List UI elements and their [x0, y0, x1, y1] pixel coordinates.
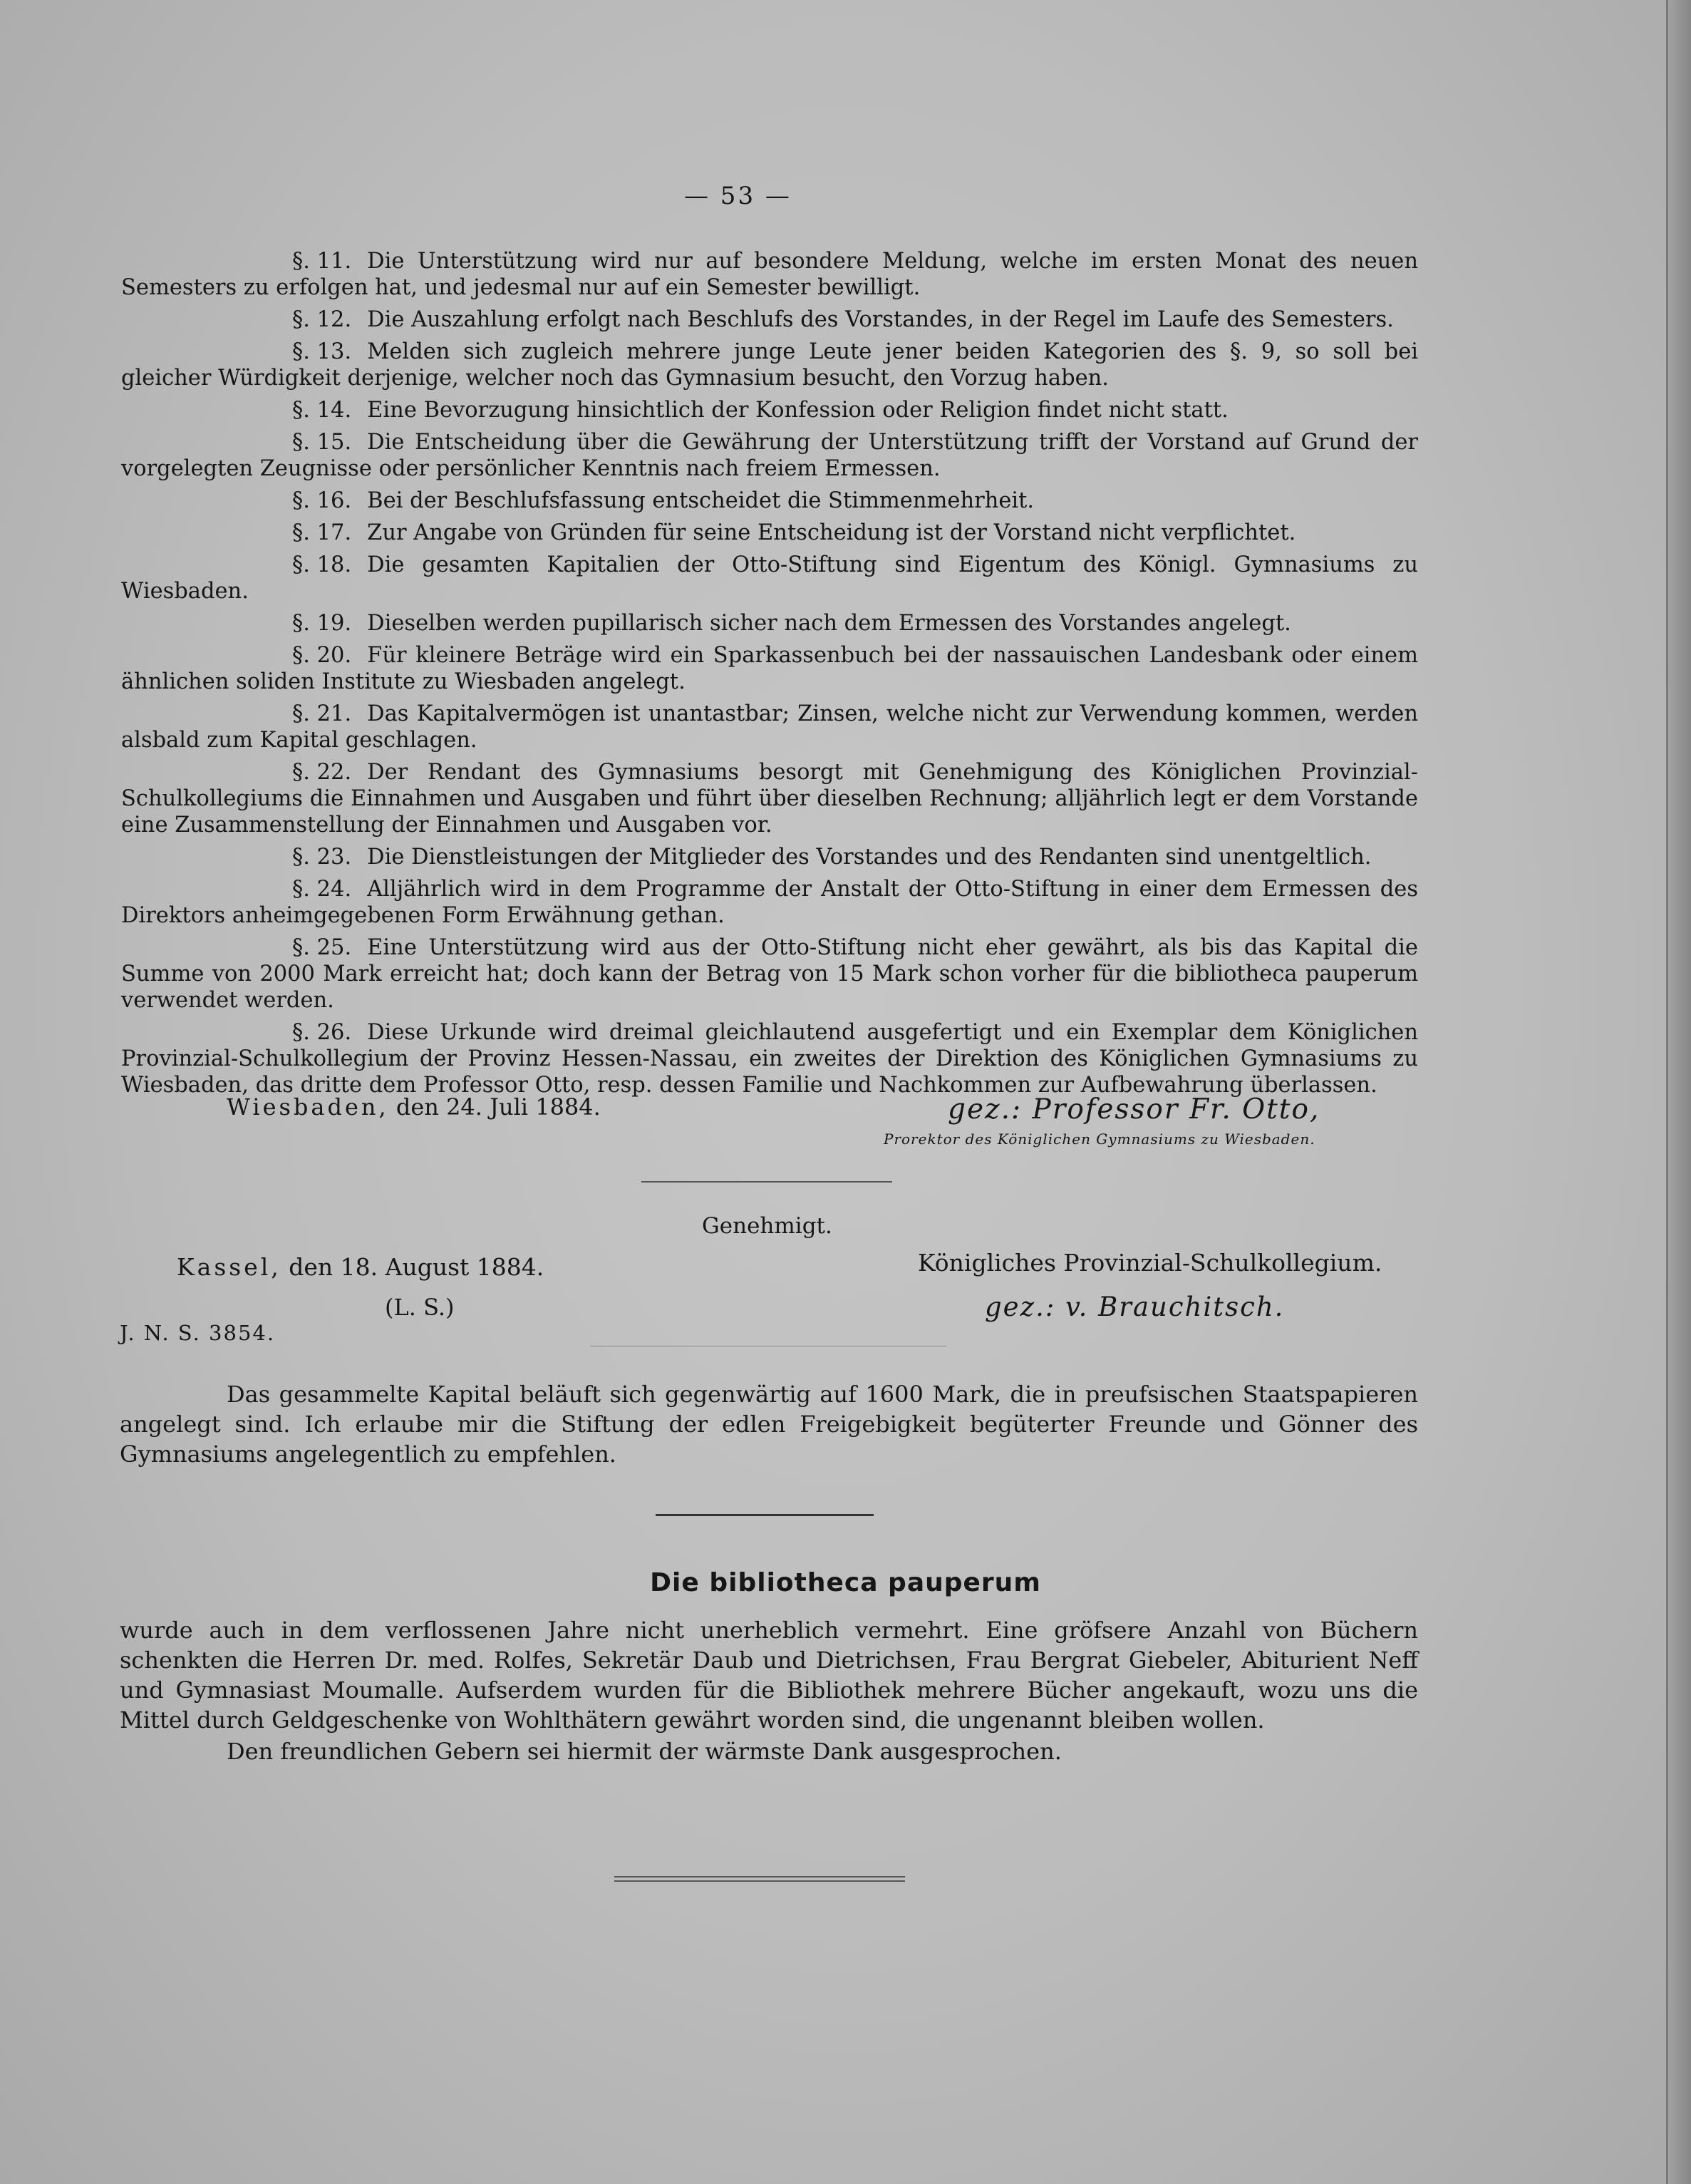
approval-reference: J. N. S. 3854. [120, 1321, 276, 1345]
end-double-rule [614, 1876, 905, 1882]
library-paragraph: wurde auch in dem verflossenen Jahre nicht unerheblich vermehrt. Eine gröfsere Anzahl von Büchern schenkten die Herren Dr. med. Rolfes, Sekretär Daub und Dietrichsen, Frau Bergrat Giebeler, Abiturient Neff und Gymnasiast Moumalle. Aufserdem wurden für die Bibliothek mehrere Bücher angekauft, wozu uns die Mittel durch Geldgeschenke von Wohlthätern gewährt worden sind, die ungenannt bleiben wollen. Den freundlichen Gebern sei hiermit der wärmste Dank ausgesprochen. [120, 1617, 1418, 1765]
statute-sections [121, 248, 1418, 1104]
section-21: §. 21. Das Kapitalvermögen ist unantastbar; Zinsen, welche nicht zur Verwendung kommen, werden alsbald zum Kapital geschlagen. [121, 701, 1418, 753]
approval-label: Genehmigt. [702, 1213, 832, 1239]
approval-authority: Königliches Provinzial-Schulkollegium. [918, 1249, 1382, 1277]
section-15: §. 15. Die Entscheidung über die Gewährung der Unterstützung trifft der Vorstand auf Grund der vorgelegten Zeugnisse oder persönlicher Kenntnis nach freiem Ermessen. [121, 430, 1418, 481]
signature-place-date: Wiesbaden, den 24. Juli 1884. [227, 1093, 601, 1121]
approval-signature: gez.: v. Brauchitsch. [985, 1292, 1285, 1322]
section-12: §. 12. Die Auszahlung erfolgt nach Beschlufs des Vorstandes, in der Regel im Laufe des Semesters. [292, 307, 1394, 332]
section-16: §. 16. Bei der Beschlufsfassung entscheidet die Stimmenmehrheit. [292, 488, 1035, 513]
library-heading: Die bibliotheca pauperum [650, 1568, 1041, 1597]
section-18: §. 18. Die gesamten Kapitalien der Otto-Stiftung sind Eigentum des Königl. Gymnasiums zu Wiesbaden. [121, 552, 1418, 604]
section-23: §. 23. Die Dienstleistungen der Mitglieder des Vorstandes und des Rendanten sind unentgeltlich. [292, 845, 1372, 870]
page-edge-line [1666, 0, 1668, 2184]
thanks-paragraph: Den freundlichen Gebern sei hiermit der wärmste Dank ausgesprochen. [227, 1738, 1062, 1765]
approval-seal: (L. S.) [385, 1294, 455, 1321]
section-13: §. 13. Melden sich zugleich mehrere junge Leute jener beiden Kategorien des §. 9, so soll bei gleicher Würdigkeit derjenige, welcher noch das Gymnasium besucht, den Vorzug haben. [121, 339, 1418, 391]
section-19: §. 19. Dieselben werden pupillarisch sicher nach dem Ermessen des Vorstandes angelegt. [292, 611, 1291, 636]
section-26: §. 26. Diese Urkunde wird dreimal gleichlautend ausgefertigt und ein Exemplar dem Königlichen Provinzial-Schulkollegium der Provinz Hessen-Nassau, ein zweites der Direktion des Königlichen Gymnasiums zu Wiesbaden, das dritte dem Professor Otto, resp. dessen Familie und Nachkommen zur Aufbewahrung überlassen. [121, 1020, 1418, 1098]
signature-title: Prorektor des Königlichen Gymnasiums zu Wiesbaden. [884, 1130, 1315, 1148]
signature-block [227, 1093, 1418, 1158]
page-number: — 53 — [684, 182, 792, 210]
section-22: §. 22. Der Rendant des Gymnasiums besorgt mit Genehmigung des Königlichen Provinzial-Schulkollegiums die Einnahmen und Ausgaben und führt über dieselben Rechnung; alljährlich legt er dem Vorstande eine Zusammenstellung der Einnahmen und Ausgaben vor. [121, 760, 1418, 838]
section-17: §. 17. Zur Angabe von Gründen für seine Entscheidung ist der Vorstand nicht verpflichtet. [292, 520, 1296, 545]
section-20: §. 20. Für kleinere Beträge wird ein Sparkassenbuch bei der nassauischen Landesbank oder einem ähnlichen soliden Institute zu Wiesbaden angelegt. [121, 643, 1418, 694]
signature-name: gez.: Professor Fr. Otto, [948, 1093, 1320, 1126]
section-divider [656, 1514, 874, 1516]
section-11: §. 11. Die Unterstützung wird nur auf besondere Meldung, welche im ersten Monat des neuen Semesters zu erfolgen hat, und jedesmal nur auf ein Semester bewilligt. [121, 249, 1418, 300]
page-edge [1667, 0, 1691, 2184]
section-25: §. 25. Eine Unterstützung wird aus der Otto-Stiftung nicht eher gewährt, als bis das Kapital die Summe von 2000 Mark erreicht hat; doch kann der Betrag von 15 Mark schon vorher für die bibliotheca pauperum verwendet werden. [121, 935, 1418, 1013]
capital-paragraph: Das gesammelte Kapital beläuft sich gegenwärtig auf 1600 Mark, die in preufsischen Staatspapieren angelegt sind. Ich erlaube mir die Stiftung der edlen Freigebigkeit begüterter Freunde und Gönner des Gymnasiums angelegentlich zu empfehlen. [120, 1381, 1418, 1468]
divider-rule [641, 1181, 892, 1183]
section-24: §. 24. Alljährlich wird in dem Programme der Anstalt der Otto-Stiftung in einer dem Ermessen des Direktors anheimgegebenen Form Erwähnung gethan. [121, 877, 1418, 928]
section-14: §. 14. Eine Bevorzugung hinsichtlich der Konfession oder Religion findet nicht statt. [292, 398, 1229, 423]
approval-place-date: Kassel, den 18. August 1884. [177, 1253, 544, 1281]
